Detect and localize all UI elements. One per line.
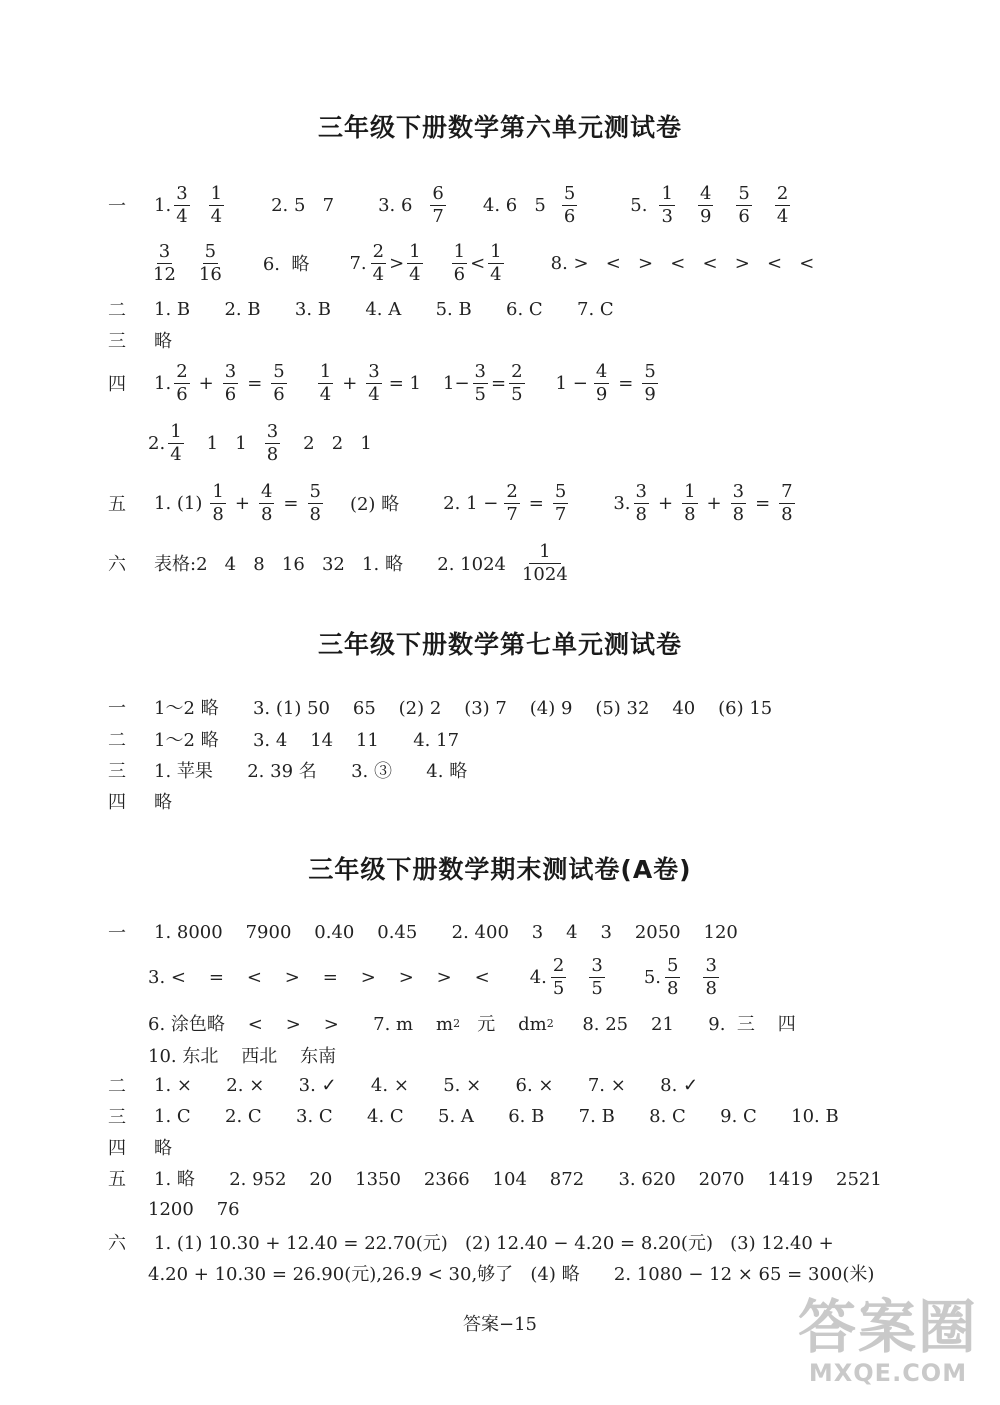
fraction: $\frac{2}{4}$	[372, 240, 385, 285]
fraction: $\frac{1}{4}$	[409, 240, 421, 285]
unit7-title: 三年级下册数学第七单元测试卷	[317, 630, 682, 659]
section-number: 一	[108, 196, 126, 217]
unit7-row: 四 略	[108, 784, 172, 818]
final-row: 五 1. 略 2. 952 20 1350 2366 104 872 3. 620 2070 1419 2521	[108, 1161, 882, 1195]
fraction: $\frac{4}{9}$	[595, 360, 608, 405]
section-number: 五	[108, 1169, 126, 1190]
final-title: 三年级下册数学期末测试卷(A卷)	[308, 855, 692, 884]
final-row: 四 略	[108, 1130, 172, 1164]
fraction: $\frac{2}{5}$	[511, 360, 523, 405]
unit7-row: 二 1～2 略 3. 4 14 11 4. 17	[108, 722, 459, 756]
section-number: 六	[108, 554, 126, 575]
section-number: 五	[108, 494, 126, 515]
final-s6-line1: 六 1. (1) 10.30 + 12.40 = 22.70(元) (2) 12.40 − 4.20 = 8.20(元) (3) 12.40 +	[108, 1225, 834, 1259]
final-s1-line3: 6. 涂色略 < > > 7. m m 2 元 dm 2 8. 25 21 9. 三 四	[148, 1014, 796, 1035]
fraction: $\frac{5}{8}$	[667, 954, 679, 999]
fraction: $\frac{1}{8}$	[684, 480, 696, 525]
section-number: 六	[108, 1233, 126, 1254]
final-row: 二 1. × 2. × 3. ✓ 4. × 5. × 6. × 7. × 8. ✓	[108, 1068, 698, 1102]
fraction: $\frac{5}{6}$	[273, 360, 285, 405]
final-s1-line1: 一 1. 8000 7900 0.40 0.45 2. 400 3 4 3 2050 120	[108, 915, 738, 949]
fraction: $\frac{3}{12}$	[153, 240, 176, 285]
fraction: $\frac{2}{4}$	[776, 182, 789, 227]
fraction: $\frac{5}{9}$	[644, 360, 656, 405]
fraction: $\frac{5}{6}$	[563, 182, 576, 227]
fraction: $\frac{3}{5}$	[591, 954, 603, 999]
unit6-s3: 三 略	[108, 323, 172, 357]
fraction: $\frac{3}{8}$	[705, 954, 717, 999]
final-s5-line2: 1200 76	[148, 1198, 240, 1220]
section-number: 三	[108, 331, 126, 352]
fraction: $\frac{3}{4}$	[176, 182, 188, 227]
fraction: $\frac{2}{7}$	[506, 480, 518, 525]
section-number: 二	[108, 1076, 126, 1097]
final-s1-line4: 10. 东北 西北 东南	[148, 1046, 337, 1067]
unit6-s1-line1: 一 1. $\frac{3}{4}$ $\frac{1}{4}$ 2. 5 7 3. 6 $\frac{6}{7}$ 4. 6 5 $\frac{5}{6}$ 5. $\frac{1}{3}$ $\frac{4}{9}$ $\frac{5}{6}$ $\frac{2}{4}$	[108, 182, 789, 227]
fraction: $\frac{1}{4}$	[319, 360, 332, 405]
fraction: $\frac{5}{7}$	[554, 480, 567, 525]
final-s1-line2: 3. < = < > = > > > < 4. $\frac{2}{5}$ $\frac{3}{5}$ 5. $\frac{5}{8}$ $\frac{3}{8}$	[148, 954, 717, 999]
section-number: 三	[108, 1107, 126, 1128]
unit6-s1-line2: $\frac{3}{12}$ $\frac{5}{16}$ 6. 略 7. $\frac{2}{4}$ > $\frac{1}{4}$ $\frac{1}{6}$ < $\frac{1}{4}$ 8. > < > < < > < <	[153, 240, 815, 285]
page-number: 答案−15	[463, 1314, 537, 1335]
fraction: $\frac{2}{6}$	[176, 360, 188, 405]
section-number: 一	[108, 698, 126, 719]
fraction: $\frac{3}{8}$	[635, 480, 647, 525]
unit7-row: 一 1～2 略 3. (1) 50 65 (2) 2 (3) 7 (4) 9 (5) 32 40 (6) 15	[108, 690, 772, 724]
fraction: $\frac{3}{5}$	[474, 360, 486, 405]
watermark-logo: 答案圈 MXQE.COM	[797, 1293, 978, 1387]
fraction: $\frac{3}{4}$	[368, 360, 380, 405]
section-number: 四	[108, 792, 126, 813]
unit6-title: 三年级下册数学第六单元测试卷	[317, 113, 682, 142]
fraction: $\frac{5}{8}$	[309, 480, 321, 525]
final-s6-line2: 4.20 + 10.30 = 26.90(元),26.9 < 30,够了 (4) 略 2. 1080 − 12 × 65 = 300(米)	[148, 1264, 875, 1285]
fraction: $\frac{1}{1024}$	[521, 540, 568, 585]
fraction: $\frac{4}{8}$	[260, 480, 273, 525]
unit6-s4-line1: 四 1. $\frac{2}{6}$ + $\frac{3}{6}$ = $\frac{5}{6}$ $\frac{1}{4}$ + $\frac{3}{4}$ = 1 1− $\frac{3}{5}$ = $\frac{2}{5}$ 1 − $\frac{4}{9}$ = $\frac{5}{9}$	[108, 360, 656, 405]
fraction: $\frac{3}{6}$	[224, 360, 237, 405]
fraction: $\frac{5}{6}$	[738, 182, 750, 227]
unit6-s4-line2: 2. $\frac{1}{4}$ 1 1 $\frac{3}{8}$ 2 2 1	[148, 420, 372, 465]
fraction: $\frac{1}{4}$	[170, 420, 182, 465]
fraction: $\frac{3}{8}$	[732, 480, 745, 525]
unit6-s6: 六 表格:2 4 8 16 32 1. 略 2. 1024 $\frac{1}{1024}$	[108, 540, 568, 585]
fraction: $\frac{4}{9}$	[699, 182, 712, 227]
fraction: $\frac{1}{3}$	[661, 182, 673, 227]
fraction: $\frac{1}{8}$	[212, 480, 224, 525]
unit7-row: 三 1. 苹果 2. 39 名 3. ③ 4. 略	[108, 753, 467, 787]
fraction: $\frac{7}{8}$	[781, 480, 793, 525]
section-number: 二	[108, 730, 126, 751]
fraction: $\frac{5}{16}$	[198, 240, 222, 285]
fraction: $\frac{3}{8}$	[266, 420, 279, 465]
section-number: 四	[108, 374, 126, 395]
fraction: $\frac{1}{4}$	[210, 182, 223, 227]
section-number: 四	[108, 1138, 126, 1159]
final-row: 三 1. C 2. C 3. C 4. C 5. A 6. B 7. B 8. C 9. C 10. B	[108, 1099, 839, 1133]
fraction: $\frac{2}{5}$	[552, 954, 565, 999]
section-number: 三	[108, 761, 126, 782]
section-number: 一	[108, 923, 126, 944]
fraction: $\frac{1}{6}$	[453, 240, 466, 285]
unit6-s5: 五 1. (1) $\frac{1}{8}$ + $\frac{4}{8}$ = $\frac{5}{8}$ (2) 略 2. 1 − $\frac{2}{7}$ = $\frac{5}{7}$ 3. $\frac{3}{8}$ + $\frac{1}{8}$ + $\frac{3}{8}$ = $\frac{7}{8}$	[108, 480, 793, 525]
section-number: 二	[108, 300, 126, 321]
unit6-s2: 二 1. B 2. B 3. B 4. A 5. B 6. C 7. C	[108, 292, 614, 326]
fraction: $\frac{6}{7}$	[432, 182, 444, 227]
fraction: $\frac{1}{4}$	[490, 240, 502, 285]
